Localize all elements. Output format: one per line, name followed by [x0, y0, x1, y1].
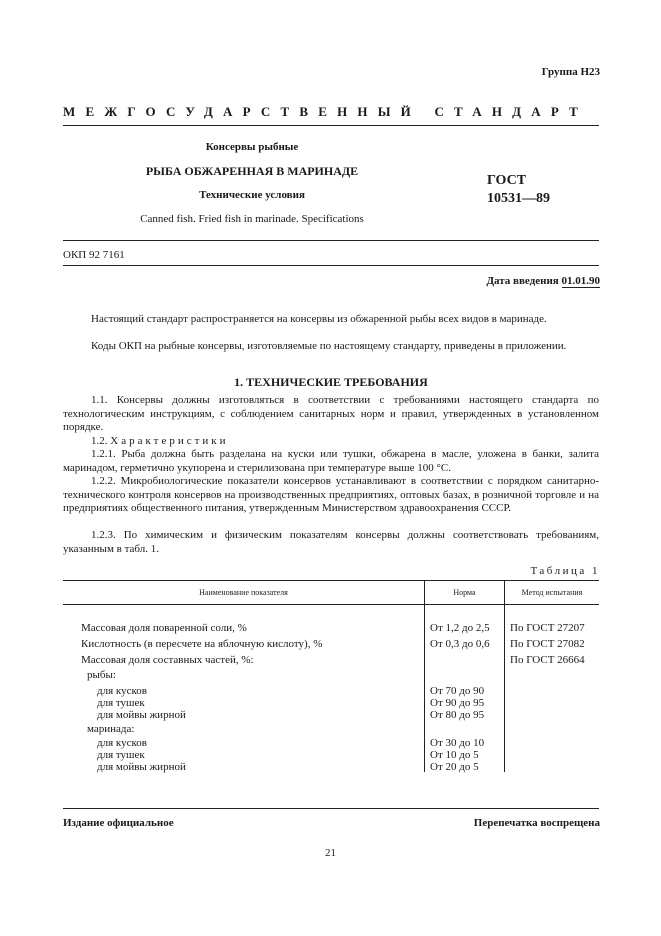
table-cell-norm: От 1,2 до 2,5	[430, 622, 490, 634]
table-header-name: Наименование показателя	[199, 588, 288, 597]
table-column-divider	[424, 580, 425, 772]
table-cell-norm: От 30 до 10	[430, 737, 485, 749]
okp-code: ОКП 92 7161	[63, 249, 125, 261]
effective-date-label: Дата введения	[486, 275, 559, 287]
product-group: Консервы рыбные	[205, 141, 299, 153]
group-code: Группа Н23	[541, 66, 600, 78]
official-edition: Издание официальное	[63, 817, 174, 829]
clause-1-1: 1.1. Консервы должны изготовляться в соответствии с требованиями настоящего стандарта по технологическим инструкциям, с соблюдением санитарных норм и правил, утвержденных в установленном порядке.	[63, 394, 599, 433]
table-cell-method: По ГОСТ 27082	[510, 638, 585, 650]
table-row: для кусков	[97, 737, 147, 749]
intro-paragraph-1: Настоящий стандарт распространяется на консервы из обжаренной рыбы всех видов в маринаде.	[91, 313, 547, 325]
interstate-standard-heading: МЕЖГОСУДАРСТВЕННЫЙ СТАНДАРТ	[63, 104, 589, 119]
document-subtitle: Технические условия	[199, 189, 305, 201]
table-header-norm: Норма	[453, 588, 476, 597]
table-cell-norm: От 70 до 90	[430, 685, 485, 697]
table-cell-norm: От 0,3 до 0,6	[430, 638, 490, 650]
intro-paragraph-2: Коды ОКП на рыбные консервы, изготовляемые по настоящему стандарту, приведены в приложении.	[91, 340, 567, 352]
footer-rule	[63, 808, 599, 809]
document-title: РЫБА ОБЖАРЕННАЯ В МАРИНАДЕ	[145, 164, 359, 178]
table-row: для кусков	[97, 685, 147, 697]
table-row: маринада:	[87, 723, 135, 735]
header-rule	[63, 125, 599, 126]
table-cell-norm: От 10 до 5	[430, 749, 479, 761]
clause-1-2-number: 1.2.	[91, 435, 108, 447]
table-cell-method: По ГОСТ 27207	[510, 622, 585, 634]
clause-1-2	[63, 435, 599, 449]
table-row: для тушек	[97, 697, 145, 709]
table-row: Массовая доля поваренной соли, %	[81, 622, 247, 634]
table-caption: Таблица 1	[530, 565, 600, 577]
gost-label: ГОСТ	[487, 173, 527, 188]
effective-date	[486, 275, 600, 287]
table-top-rule	[63, 580, 599, 581]
section-heading: 1. ТЕХНИЧЕСКИЕ ТРЕБОВАНИЯ	[234, 375, 428, 389]
table-row: для мойвы жирной	[97, 761, 186, 773]
clause-1-2-title: Характеристики	[110, 435, 229, 447]
table-row: рыбы:	[87, 669, 116, 681]
title-rule	[63, 240, 599, 241]
table-header-method: Метод испытания	[521, 588, 583, 597]
table-cell-norm: От 20 до 5	[430, 761, 479, 773]
clause-1-2-1: 1.2.1. Рыба должна быть разделана на куски или тушки, обжарена в масле, уложена в банки, залита маринадом, герметично укупорена и стерилизована при температуре выше 100 °С.	[63, 448, 599, 474]
reprint-prohibited: Перепечатка воспрещена	[473, 817, 600, 829]
page-number: 21	[325, 847, 336, 859]
english-title: Canned fish. Fried fish in marinade. Specifications	[140, 213, 364, 225]
table-cell-norm: От 80 до 95	[430, 709, 485, 721]
effective-date-value: 01.01.90	[561, 275, 600, 287]
clause-1-2-2: 1.2.2. Микробиологические показатели консервов устанавливают в соответствии с порядком санитарно-технического контроля консервов на производственных предприятиях, оптовых базах, в розничной торговле и на предприятиях общественного питания, утвержденным Министерством здравоохранения СССР.	[63, 475, 599, 514]
gost-number: 10531—89	[487, 191, 550, 206]
gost-designation	[487, 172, 550, 208]
table-header-rule	[63, 604, 599, 605]
table-cell-norm: От 90 до 95	[430, 697, 485, 709]
okp-rule	[63, 265, 599, 266]
table-row: для мойвы жирной	[97, 709, 186, 721]
table-row: Массовая доля составных частей, %:	[81, 654, 254, 666]
table-column-divider	[504, 580, 505, 772]
table-cell-method: По ГОСТ 26664	[510, 654, 585, 666]
clause-1-2-3: 1.2.3. По химическим и физическим показателям консервы должны соответствовать требованиям, указанным в табл. 1.	[63, 529, 599, 555]
table-row: Кислотность (в пересчете на яблочную кислоту), %	[81, 638, 323, 650]
table-row: для тушек	[97, 749, 145, 761]
